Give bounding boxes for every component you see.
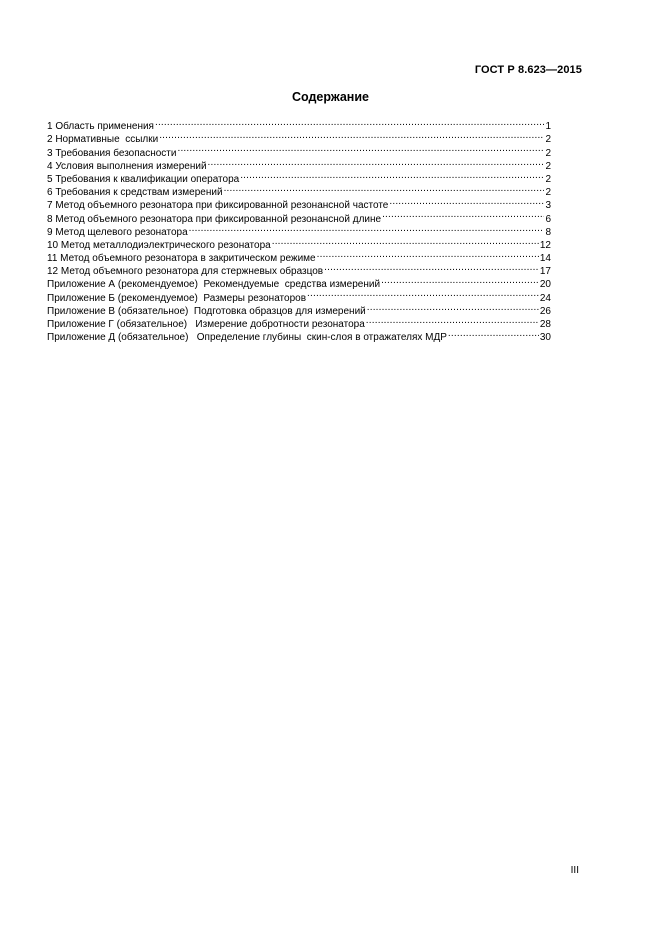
toc-entry-page: 2 (545, 173, 551, 185)
toc-entry-title: Приложение А (рекомендуемое) Рекомендуемые средства измерений (47, 279, 381, 291)
toc-dot-leader (381, 274, 539, 287)
toc-entry-page: 2 (545, 134, 551, 146)
toc-dot-leader (317, 248, 539, 261)
toc-entry-page: 20 (539, 279, 551, 291)
toc-entry-title: 8 Метод объемного резонатора при фиксированной резонансной длине (47, 213, 382, 225)
document-number: ГОСТ Р 8.623—2015 (474, 64, 582, 76)
toc-dot-leader (389, 195, 544, 208)
toc-dot-leader (367, 301, 539, 314)
page-number: III (570, 865, 579, 876)
toc-entry-page: 26 (539, 305, 551, 317)
toc-entry-page: 28 (539, 319, 551, 330)
toc-entry-title: 9 Метод щелевого резонатора (47, 226, 188, 238)
toc-entry-title: 6 Требования к средствам измерений (47, 187, 223, 199)
toc-dot-leader (189, 222, 545, 235)
toc-dot-leader (382, 208, 544, 221)
toc-entry-page: 3 (545, 200, 551, 212)
toc-entry-title: 4 Условия выполнения измерений (47, 160, 207, 172)
toc-entry[interactable] (47, 116, 551, 133)
toc-dot-leader (208, 156, 545, 169)
toc-entry-page: 12 (539, 239, 551, 251)
toc-entry-page: 2 (545, 160, 551, 172)
toc-dot-leader (155, 116, 544, 129)
toc-entry-page: 14 (539, 253, 551, 265)
toc-entry-title: 7 Метод объемного резонатора при фиксированной резонансной частоте (47, 200, 389, 212)
toc-entry-page: 30 (539, 332, 551, 344)
toc-entry-page: 8 (545, 226, 551, 238)
toc-dot-leader (307, 287, 539, 300)
toc-dot-leader (159, 129, 544, 142)
toc-entry-page: 6 (545, 213, 551, 225)
toc-dot-leader (240, 169, 544, 182)
toc-entry-page: 24 (539, 292, 551, 304)
toc-entry-title: 5 Требования к квалификации оператора (47, 173, 240, 185)
toc-entry-title: 2 Нормативные ссылки (47, 134, 159, 146)
toc-entry-title: 10 Метод металлодиэлектрического резонатора (47, 239, 271, 251)
toc-entry-title: 11 Метод объемного резонатора в закритическом режиме (47, 253, 316, 265)
toc-entry-title: Приложение Д (обязательное) Определение глубины скин-слоя в отражателях МДР (47, 332, 447, 344)
toc-dot-leader (272, 235, 539, 248)
toc-entry-title: 3 Требования безопасности (47, 147, 177, 159)
toc-dot-leader (366, 314, 539, 327)
toc-entry-page: 17 (539, 266, 551, 278)
table-of-contents (47, 116, 551, 344)
toc-dot-leader (177, 142, 544, 155)
toc-entry-page: 1 (545, 121, 551, 133)
toc-dot-leader (324, 261, 539, 274)
toc-entry-page: 2 (545, 187, 551, 199)
toc-entry-title: Приложение Г (обязательное) Измерение добротности резонатора (47, 319, 365, 330)
toc-heading: Содержание (291, 90, 369, 104)
toc-entry-title: Приложение Б (рекомендуемое) Размеры резонаторов (47, 292, 307, 304)
toc-dot-leader (448, 327, 539, 340)
toc-dot-leader (224, 182, 545, 195)
toc-entry-title: Приложение В (обязательное) Подготовка образцов для измерений (47, 305, 366, 317)
toc-entry-title: 1 Область применения (47, 121, 154, 133)
toc-entry-title: 12 Метод объемного резонатора для стержневых образцов (47, 266, 324, 278)
toc-entry-page: 2 (545, 147, 551, 159)
